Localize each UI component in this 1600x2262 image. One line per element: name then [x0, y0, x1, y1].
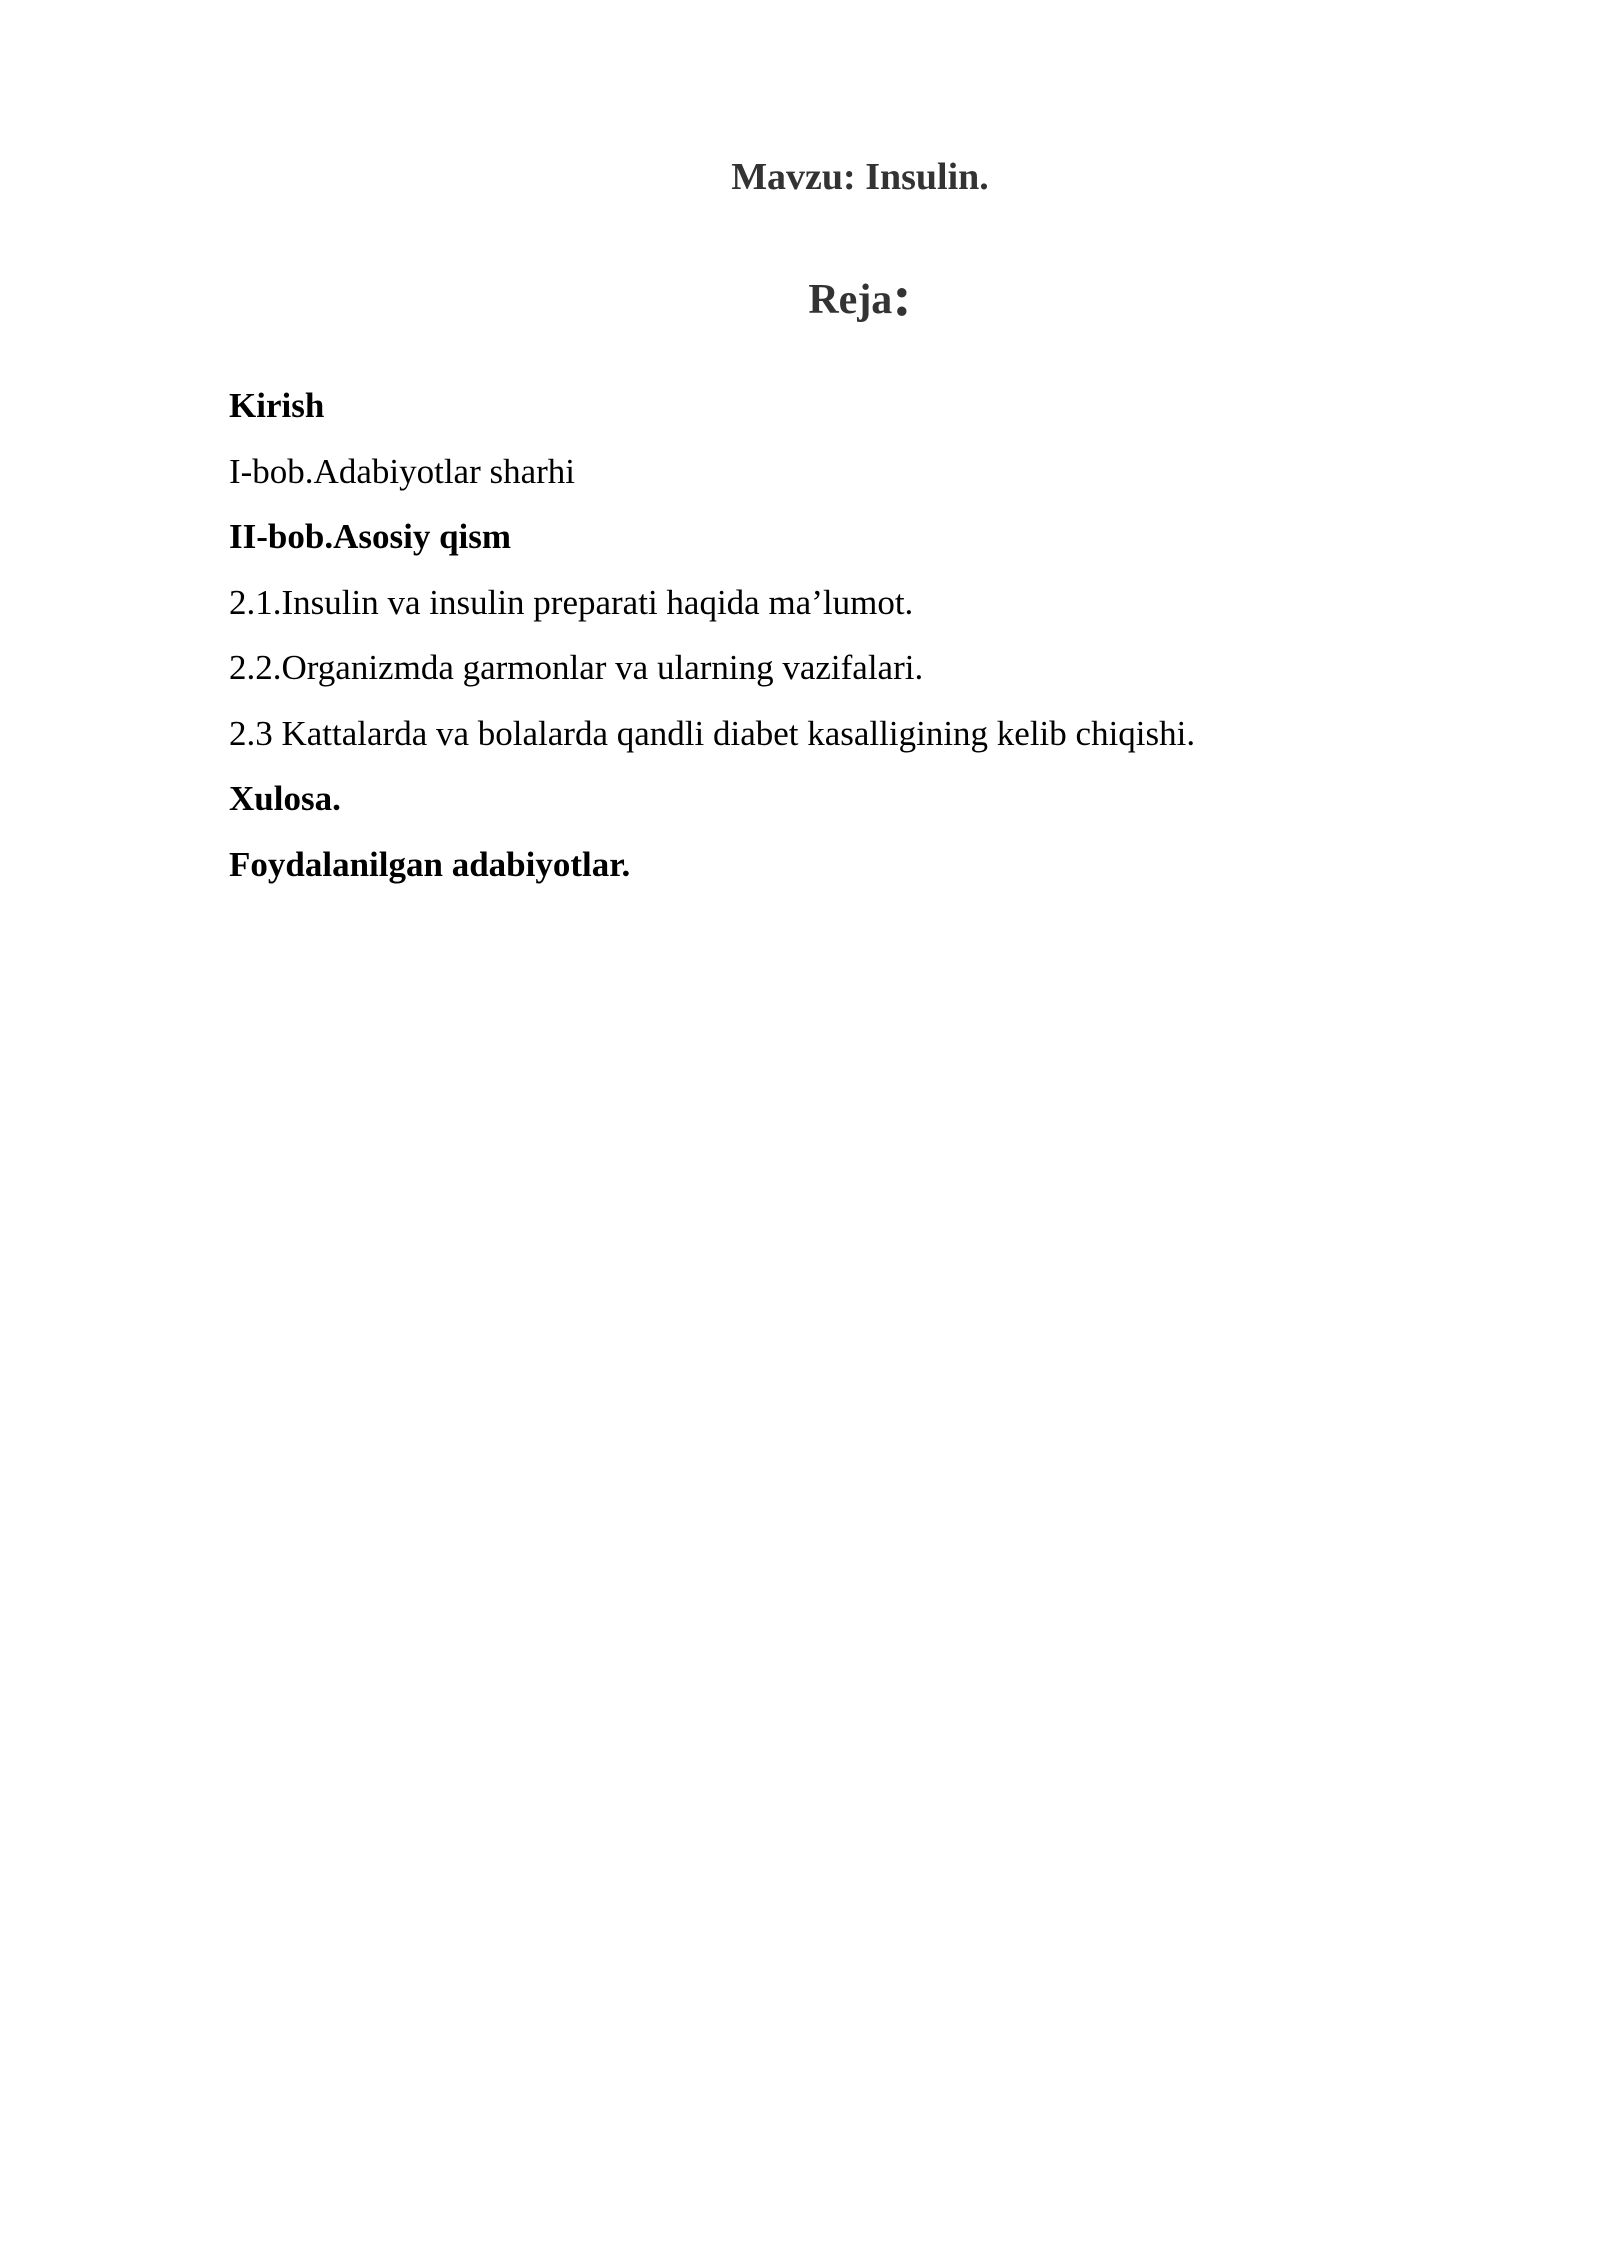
topic-title — [0, 158, 1600, 196]
outline-item-references: Foydalanilgan adabiyotlar. — [229, 844, 631, 884]
plan-title-text: Reja — [808, 277, 893, 323]
plan-outline — [229, 373, 1195, 897]
topic-title-text: Mavzu: Insulin. — [731, 156, 989, 198]
outline-item-section-2-3: 2.3 Kattalarda va bolalarda qandli diabet kasalligining kelib chiqishi. — [229, 713, 1196, 753]
outline-item-introduction: Kirish — [229, 386, 325, 425]
outline-item-section-2-2: 2.2.Organizmda garmonlar va ularning vazifalari. — [229, 648, 924, 687]
outline-item-conclusion: Xulosa. — [229, 779, 341, 818]
plan-title — [0, 263, 1600, 328]
plan-title-colon: : — [892, 263, 912, 328]
outline-item-chapter-2: II-bob.Asosiy qism — [229, 517, 512, 556]
outline-item-chapter-1: I-bob.Adabiyotlar sharhi — [229, 451, 576, 491]
outline-item-section-2-1: 2.1.Insulin va insulin preparati haqida ma’lumot. — [229, 582, 914, 622]
